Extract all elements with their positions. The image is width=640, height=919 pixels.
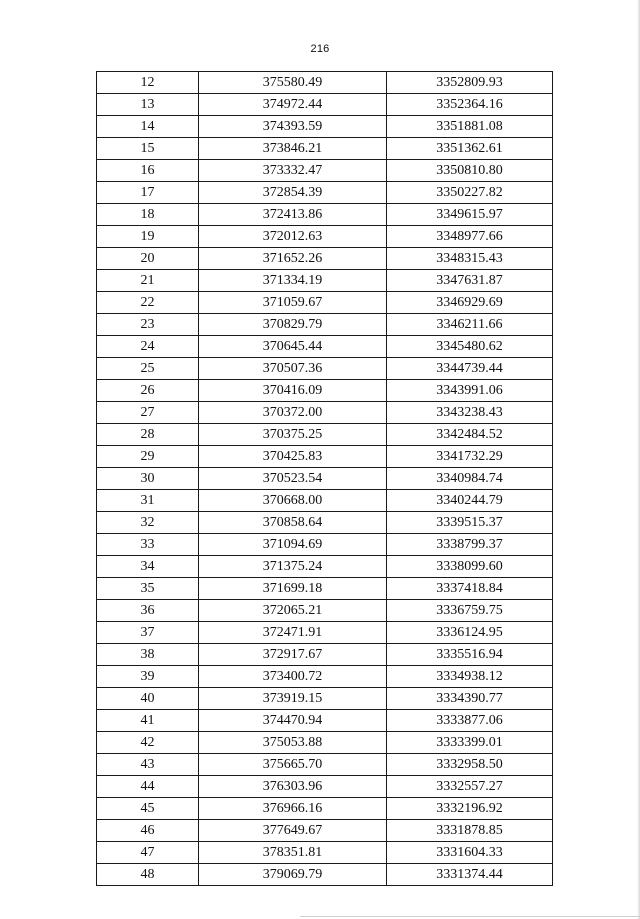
y-coordinate-cell: 3340984.74 [387,468,553,490]
y-coordinate-cell: 3348315.43 [387,248,553,270]
scan-bottom-line [300,916,640,917]
point-number-cell: 14 [97,116,199,138]
table-row [97,94,553,116]
y-coordinate-cell: 3341732.29 [387,446,553,468]
y-coordinate-cell: 3343238.43 [387,402,553,424]
table-row [97,820,553,842]
point-number-cell: 17 [97,182,199,204]
coordinate-table-body [97,72,553,886]
point-number-cell: 31 [97,490,199,512]
point-number-cell: 32 [97,512,199,534]
table-row [97,556,553,578]
y-coordinate-cell: 3334390.77 [387,688,553,710]
y-coordinate-cell: 3349615.97 [387,204,553,226]
y-coordinate-cell: 3351881.08 [387,116,553,138]
table-row [97,468,553,490]
table-row [97,710,553,732]
table-row [97,160,553,182]
table-row [97,644,553,666]
x-coordinate-cell: 374470.94 [199,710,387,732]
x-coordinate-cell: 370829.79 [199,314,387,336]
point-number-cell: 24 [97,336,199,358]
table-row [97,292,553,314]
x-coordinate-cell: 376966.16 [199,798,387,820]
x-coordinate-cell: 373919.15 [199,688,387,710]
point-number-cell: 36 [97,600,199,622]
y-coordinate-cell: 3335516.94 [387,644,553,666]
point-number-cell: 18 [97,204,199,226]
x-coordinate-cell: 371094.69 [199,534,387,556]
x-coordinate-cell: 375053.88 [199,732,387,754]
x-coordinate-cell: 377649.67 [199,820,387,842]
table-row [97,842,553,864]
y-coordinate-cell: 3331604.33 [387,842,553,864]
point-number-cell: 47 [97,842,199,864]
point-number-cell: 46 [97,820,199,842]
y-coordinate-cell: 3332196.92 [387,798,553,820]
table-row [97,622,553,644]
x-coordinate-cell: 373846.21 [199,138,387,160]
x-coordinate-cell: 370425.83 [199,446,387,468]
table-row [97,864,553,886]
y-coordinate-cell: 3336759.75 [387,600,553,622]
page-number: 216 [310,43,330,55]
y-coordinate-cell: 3351362.61 [387,138,553,160]
point-number-cell: 15 [97,138,199,160]
table-row [97,798,553,820]
point-number-cell: 12 [97,72,199,94]
point-number-cell: 22 [97,292,199,314]
y-coordinate-cell: 3346211.66 [387,314,553,336]
y-coordinate-cell: 3332557.27 [387,776,553,798]
table-row [97,666,553,688]
x-coordinate-cell: 371699.18 [199,578,387,600]
point-number-cell: 27 [97,402,199,424]
x-coordinate-cell: 375665.70 [199,754,387,776]
x-coordinate-cell: 370372.00 [199,402,387,424]
point-number-cell: 29 [97,446,199,468]
x-coordinate-cell: 370507.36 [199,358,387,380]
x-coordinate-cell: 370523.54 [199,468,387,490]
y-coordinate-cell: 3344739.44 [387,358,553,380]
point-number-cell: 21 [97,270,199,292]
x-coordinate-cell: 371059.67 [199,292,387,314]
x-coordinate-cell: 370416.09 [199,380,387,402]
y-coordinate-cell: 3340244.79 [387,490,553,512]
point-number-cell: 42 [97,732,199,754]
point-number-cell: 23 [97,314,199,336]
point-number-cell: 34 [97,556,199,578]
table-row [97,446,553,468]
table-row [97,138,553,160]
x-coordinate-cell: 372065.21 [199,600,387,622]
x-coordinate-cell: 370375.25 [199,424,387,446]
y-coordinate-cell: 3333877.06 [387,710,553,732]
y-coordinate-cell: 3334938.12 [387,666,553,688]
x-coordinate-cell: 370645.44 [199,336,387,358]
point-number-cell: 37 [97,622,199,644]
x-coordinate-cell: 372012.63 [199,226,387,248]
table-row [97,270,553,292]
x-coordinate-cell: 376303.96 [199,776,387,798]
point-number-cell: 41 [97,710,199,732]
y-coordinate-cell: 3342484.52 [387,424,553,446]
y-coordinate-cell: 3350810.80 [387,160,553,182]
table-row [97,358,553,380]
point-number-cell: 44 [97,776,199,798]
x-coordinate-cell: 371652.26 [199,248,387,270]
point-number-cell: 33 [97,534,199,556]
x-coordinate-cell: 374972.44 [199,94,387,116]
x-coordinate-cell: 379069.79 [199,864,387,886]
y-coordinate-cell: 3332958.50 [387,754,553,776]
table-row [97,512,553,534]
x-coordinate-cell: 370858.64 [199,512,387,534]
point-number-cell: 35 [97,578,199,600]
y-coordinate-cell: 3331374.44 [387,864,553,886]
table-row [97,732,553,754]
table-row [97,578,553,600]
table-row [97,600,553,622]
table-row [97,226,553,248]
point-number-cell: 30 [97,468,199,490]
y-coordinate-cell: 3346929.69 [387,292,553,314]
x-coordinate-cell: 370668.00 [199,490,387,512]
y-coordinate-cell: 3352809.93 [387,72,553,94]
y-coordinate-cell: 3336124.95 [387,622,553,644]
point-number-cell: 48 [97,864,199,886]
table-row [97,336,553,358]
y-coordinate-cell: 3331878.85 [387,820,553,842]
table-row [97,116,553,138]
x-coordinate-cell: 374393.59 [199,116,387,138]
table-row [97,182,553,204]
y-coordinate-cell: 3343991.06 [387,380,553,402]
x-coordinate-cell: 372854.39 [199,182,387,204]
table-row [97,776,553,798]
table-row [97,688,553,710]
point-number-cell: 38 [97,644,199,666]
table-row [97,402,553,424]
point-number-cell: 25 [97,358,199,380]
y-coordinate-cell: 3348977.66 [387,226,553,248]
x-coordinate-cell: 372917.67 [199,644,387,666]
table-row [97,424,553,446]
point-number-cell: 16 [97,160,199,182]
y-coordinate-cell: 3347631.87 [387,270,553,292]
x-coordinate-cell: 375580.49 [199,72,387,94]
table-row [97,380,553,402]
table-row [97,314,553,336]
y-coordinate-cell: 3338799.37 [387,534,553,556]
x-coordinate-cell: 373400.72 [199,666,387,688]
point-number-cell: 43 [97,754,199,776]
x-coordinate-cell: 378351.81 [199,842,387,864]
table-row [97,72,553,94]
point-number-cell: 45 [97,798,199,820]
table-row [97,204,553,226]
x-coordinate-cell: 372471.91 [199,622,387,644]
y-coordinate-cell: 3337418.84 [387,578,553,600]
y-coordinate-cell: 3345480.62 [387,336,553,358]
x-coordinate-cell: 372413.86 [199,204,387,226]
point-number-cell: 19 [97,226,199,248]
point-number-cell: 26 [97,380,199,402]
point-number-cell: 40 [97,688,199,710]
x-coordinate-cell: 373332.47 [199,160,387,182]
x-coordinate-cell: 371334.19 [199,270,387,292]
table-row [97,490,553,512]
point-number-cell: 39 [97,666,199,688]
point-number-cell: 28 [97,424,199,446]
y-coordinate-cell: 3352364.16 [387,94,553,116]
point-number-cell: 13 [97,94,199,116]
table-row [97,754,553,776]
y-coordinate-cell: 3350227.82 [387,182,553,204]
point-number-cell: 20 [97,248,199,270]
coordinate-table [96,71,553,886]
table-row [97,248,553,270]
y-coordinate-cell: 3333399.01 [387,732,553,754]
x-coordinate-cell: 371375.24 [199,556,387,578]
y-coordinate-cell: 3338099.60 [387,556,553,578]
table-row [97,534,553,556]
y-coordinate-cell: 3339515.37 [387,512,553,534]
